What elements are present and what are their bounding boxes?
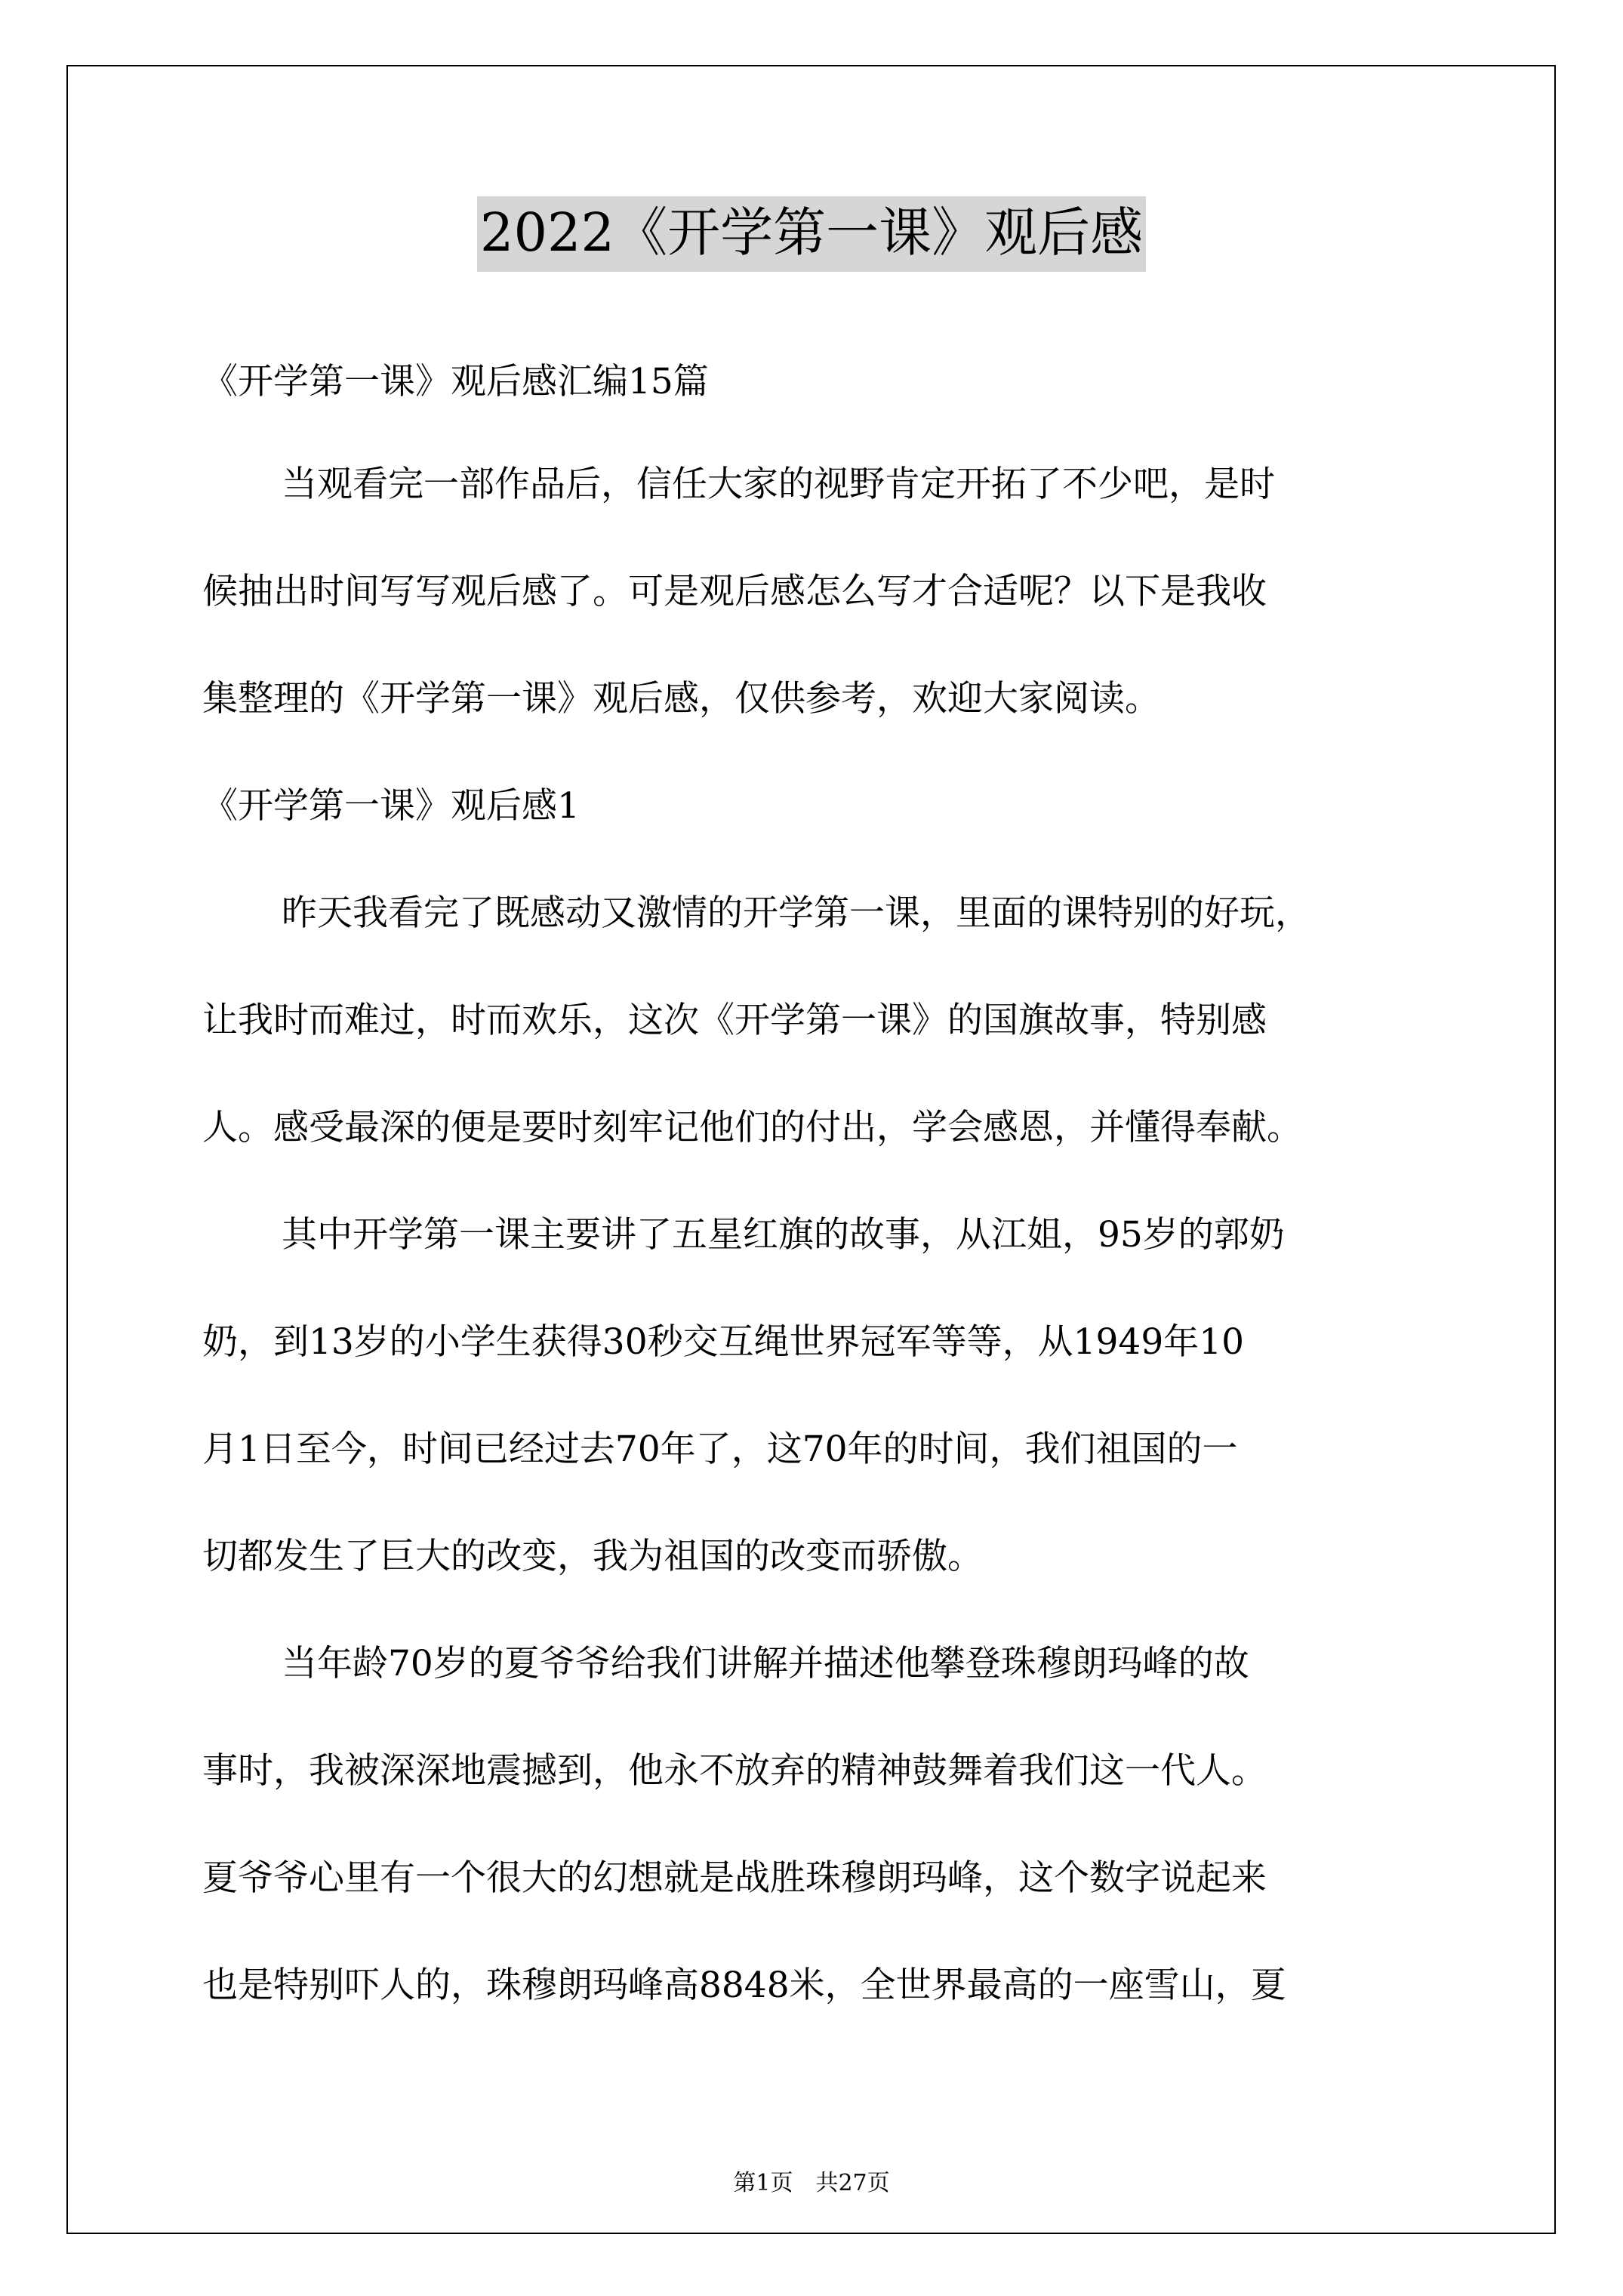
paragraph-line: 也是特别吓人的，珠穆朗玛峰高8848米，全世界最高的一座雪山，夏 bbox=[202, 1965, 1286, 2006]
paragraph-line: 昨天我看完了既感动又激情的开学第一课，里面的课特别的好玩， bbox=[282, 892, 1310, 934]
subtitle: 《开学第一课》观后感汇编15篇 bbox=[202, 361, 709, 402]
paragraph-line: 奶，到13岁的小学生获得30秒交互绳世界冠军等等，从1949年10 bbox=[202, 1321, 1245, 1363]
document-title-container bbox=[0, 196, 1623, 272]
paragraph-line: 夏爷爷心里有一个很大的幻想就是战胜珠穆朗玛峰，这个数字说起来 bbox=[202, 1857, 1267, 1899]
paragraph-line: 候抽出时间写写观后感了。可是观后感怎么写才合适呢？以下是我收 bbox=[202, 571, 1267, 612]
page-footer: 第1页 共27页 bbox=[733, 2170, 890, 2196]
document-title: 2022《开学第一课》观后感 bbox=[477, 196, 1146, 272]
paragraph-line: 让我时而难过，时而欢乐，这次《开学第一课》的国旗故事，特别感 bbox=[202, 1000, 1267, 1041]
paragraph-line: 切都发生了巨大的改变，我为祖国的改变而骄傲。 bbox=[202, 1536, 983, 1577]
paragraph-line: 事时，我被深深地震撼到，他永不放弃的精神鼓舞着我们这一代人。 bbox=[202, 1750, 1267, 1792]
paragraph-line: 集整理的《开学第一课》观后感，仅供参考，欢迎大家阅读。 bbox=[202, 678, 1160, 720]
paragraph-line: 人。感受最深的便是要时刻牢记他们的付出，学会感恩，并懂得奉献。 bbox=[202, 1107, 1302, 1148]
paragraph-line: 当年龄70岁的夏爷爷给我们讲解并描述他攀登珠穆朗玛峰的故 bbox=[282, 1643, 1249, 1684]
paragraph-line: 月1日至今，时间已经过去70年了，这70年的时间，我们祖国的一 bbox=[202, 1428, 1238, 1470]
paragraph-line: 当观看完一部作品后，信任大家的视野肯定开拓了不少吧，是时 bbox=[282, 464, 1275, 505]
paragraph-line: 其中开学第一课主要讲了五星红旗的故事，从江姐，95岁的郭奶 bbox=[282, 1214, 1285, 1256]
section-heading: 《开学第一课》观后感1 bbox=[202, 785, 580, 827]
